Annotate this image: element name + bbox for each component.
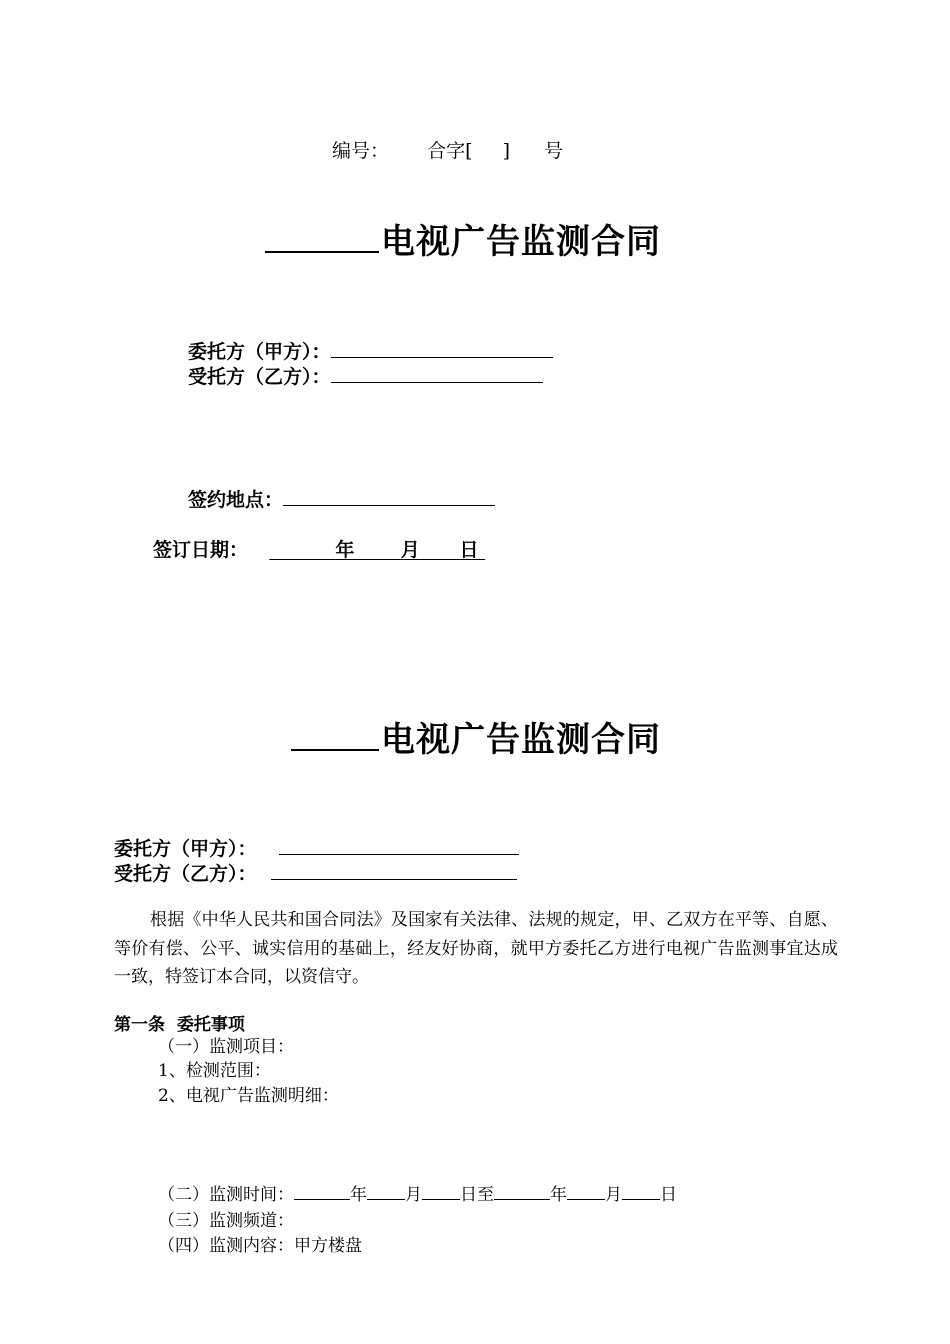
- cover-title-text: 电视广告监测合同: [381, 222, 661, 262]
- contract-number-close: ]: [502, 140, 511, 162]
- item-3-label: （三）监测频道：: [158, 1211, 294, 1231]
- contract-number-line: [332, 136, 563, 163]
- cover-date-field[interactable]: [269, 539, 485, 561]
- cover-place-field[interactable]: [283, 486, 495, 506]
- item-4-line: [158, 1232, 362, 1260]
- contract-client-line: [114, 834, 519, 861]
- item-2-year: 年: [350, 1185, 367, 1205]
- item-2-month2: 月: [605, 1185, 622, 1205]
- contract-title-text: 电视广告监测合同: [381, 720, 661, 760]
- item-2-month-field[interactable]: [367, 1182, 405, 1200]
- contract-number-label: 编号：: [332, 140, 390, 162]
- item-2-day-to: 日至: [460, 1185, 494, 1205]
- cover-client-line: [188, 337, 553, 364]
- cover-date-day: 日: [459, 539, 479, 561]
- cover-place-label: 签约地点：: [188, 489, 284, 511]
- contract-number-value: 合字[: [427, 140, 473, 162]
- contract-title-blank[interactable]: [291, 715, 379, 751]
- item-2-day2: 日: [660, 1185, 677, 1205]
- item-2-day-field[interactable]: [422, 1182, 460, 1200]
- article-1-heading: 第一条 委托事项: [114, 1015, 245, 1035]
- item-4-label: （四）监测内容：: [158, 1236, 294, 1256]
- item-2-year2: 年: [550, 1185, 567, 1205]
- cover-client-field[interactable]: [331, 338, 553, 358]
- cover-client-label: 委托方（甲方）：: [188, 341, 331, 363]
- item-1-label: （一）监测项目：: [158, 1037, 294, 1057]
- contract-client-field[interactable]: [279, 835, 519, 855]
- cover-agent-line: [188, 362, 543, 389]
- cover-date-month: 月: [400, 539, 420, 561]
- contract-agent-field[interactable]: [271, 860, 517, 880]
- item-2-label: （二）监测时间：: [158, 1185, 294, 1205]
- cover-title-blank[interactable]: [265, 217, 379, 253]
- cover-place-line: [188, 485, 495, 512]
- contract-preamble: 根据《中华人民共和国合同法》及国家有关法律、法规的规定，甲、乙双方在平等、自愿、等价有偿、公平、诚实信用的基础上，经友好协商，就甲方委托乙方进行电视广告监测事宜达成一致，特签订本合同，以资信守。: [114, 910, 838, 987]
- item-2-month: 月: [405, 1185, 422, 1205]
- cover-title: [265, 214, 661, 263]
- contract-agent-label: 受托方（乙方）：: [114, 863, 257, 885]
- item-1-sub-2: 2、电视广告监测明细：: [158, 1086, 339, 1106]
- item-2-day2-field[interactable]: [622, 1182, 660, 1200]
- cover-date-label: 签订日期：: [153, 539, 249, 561]
- contract-number-suffix: 号: [544, 140, 564, 162]
- cover-date-year: 年: [335, 539, 355, 561]
- contract-agent-line: [114, 859, 517, 886]
- cover-agent-label: 受托方（乙方）：: [188, 366, 331, 388]
- cover-date-line: [153, 535, 485, 562]
- item-4-value: 甲方楼盘: [294, 1236, 362, 1256]
- cover-agent-field[interactable]: [331, 363, 543, 383]
- item-2-line: [158, 1181, 677, 1209]
- contract-client-label: 委托方（甲方）：: [114, 838, 257, 860]
- item-2-year2-field[interactable]: [494, 1182, 550, 1200]
- item-2-month2-field[interactable]: [567, 1182, 605, 1200]
- item-1-sub-1: 1、检测范围：: [158, 1061, 271, 1081]
- item-2-year-field[interactable]: [294, 1182, 350, 1200]
- contract-title: [291, 712, 661, 761]
